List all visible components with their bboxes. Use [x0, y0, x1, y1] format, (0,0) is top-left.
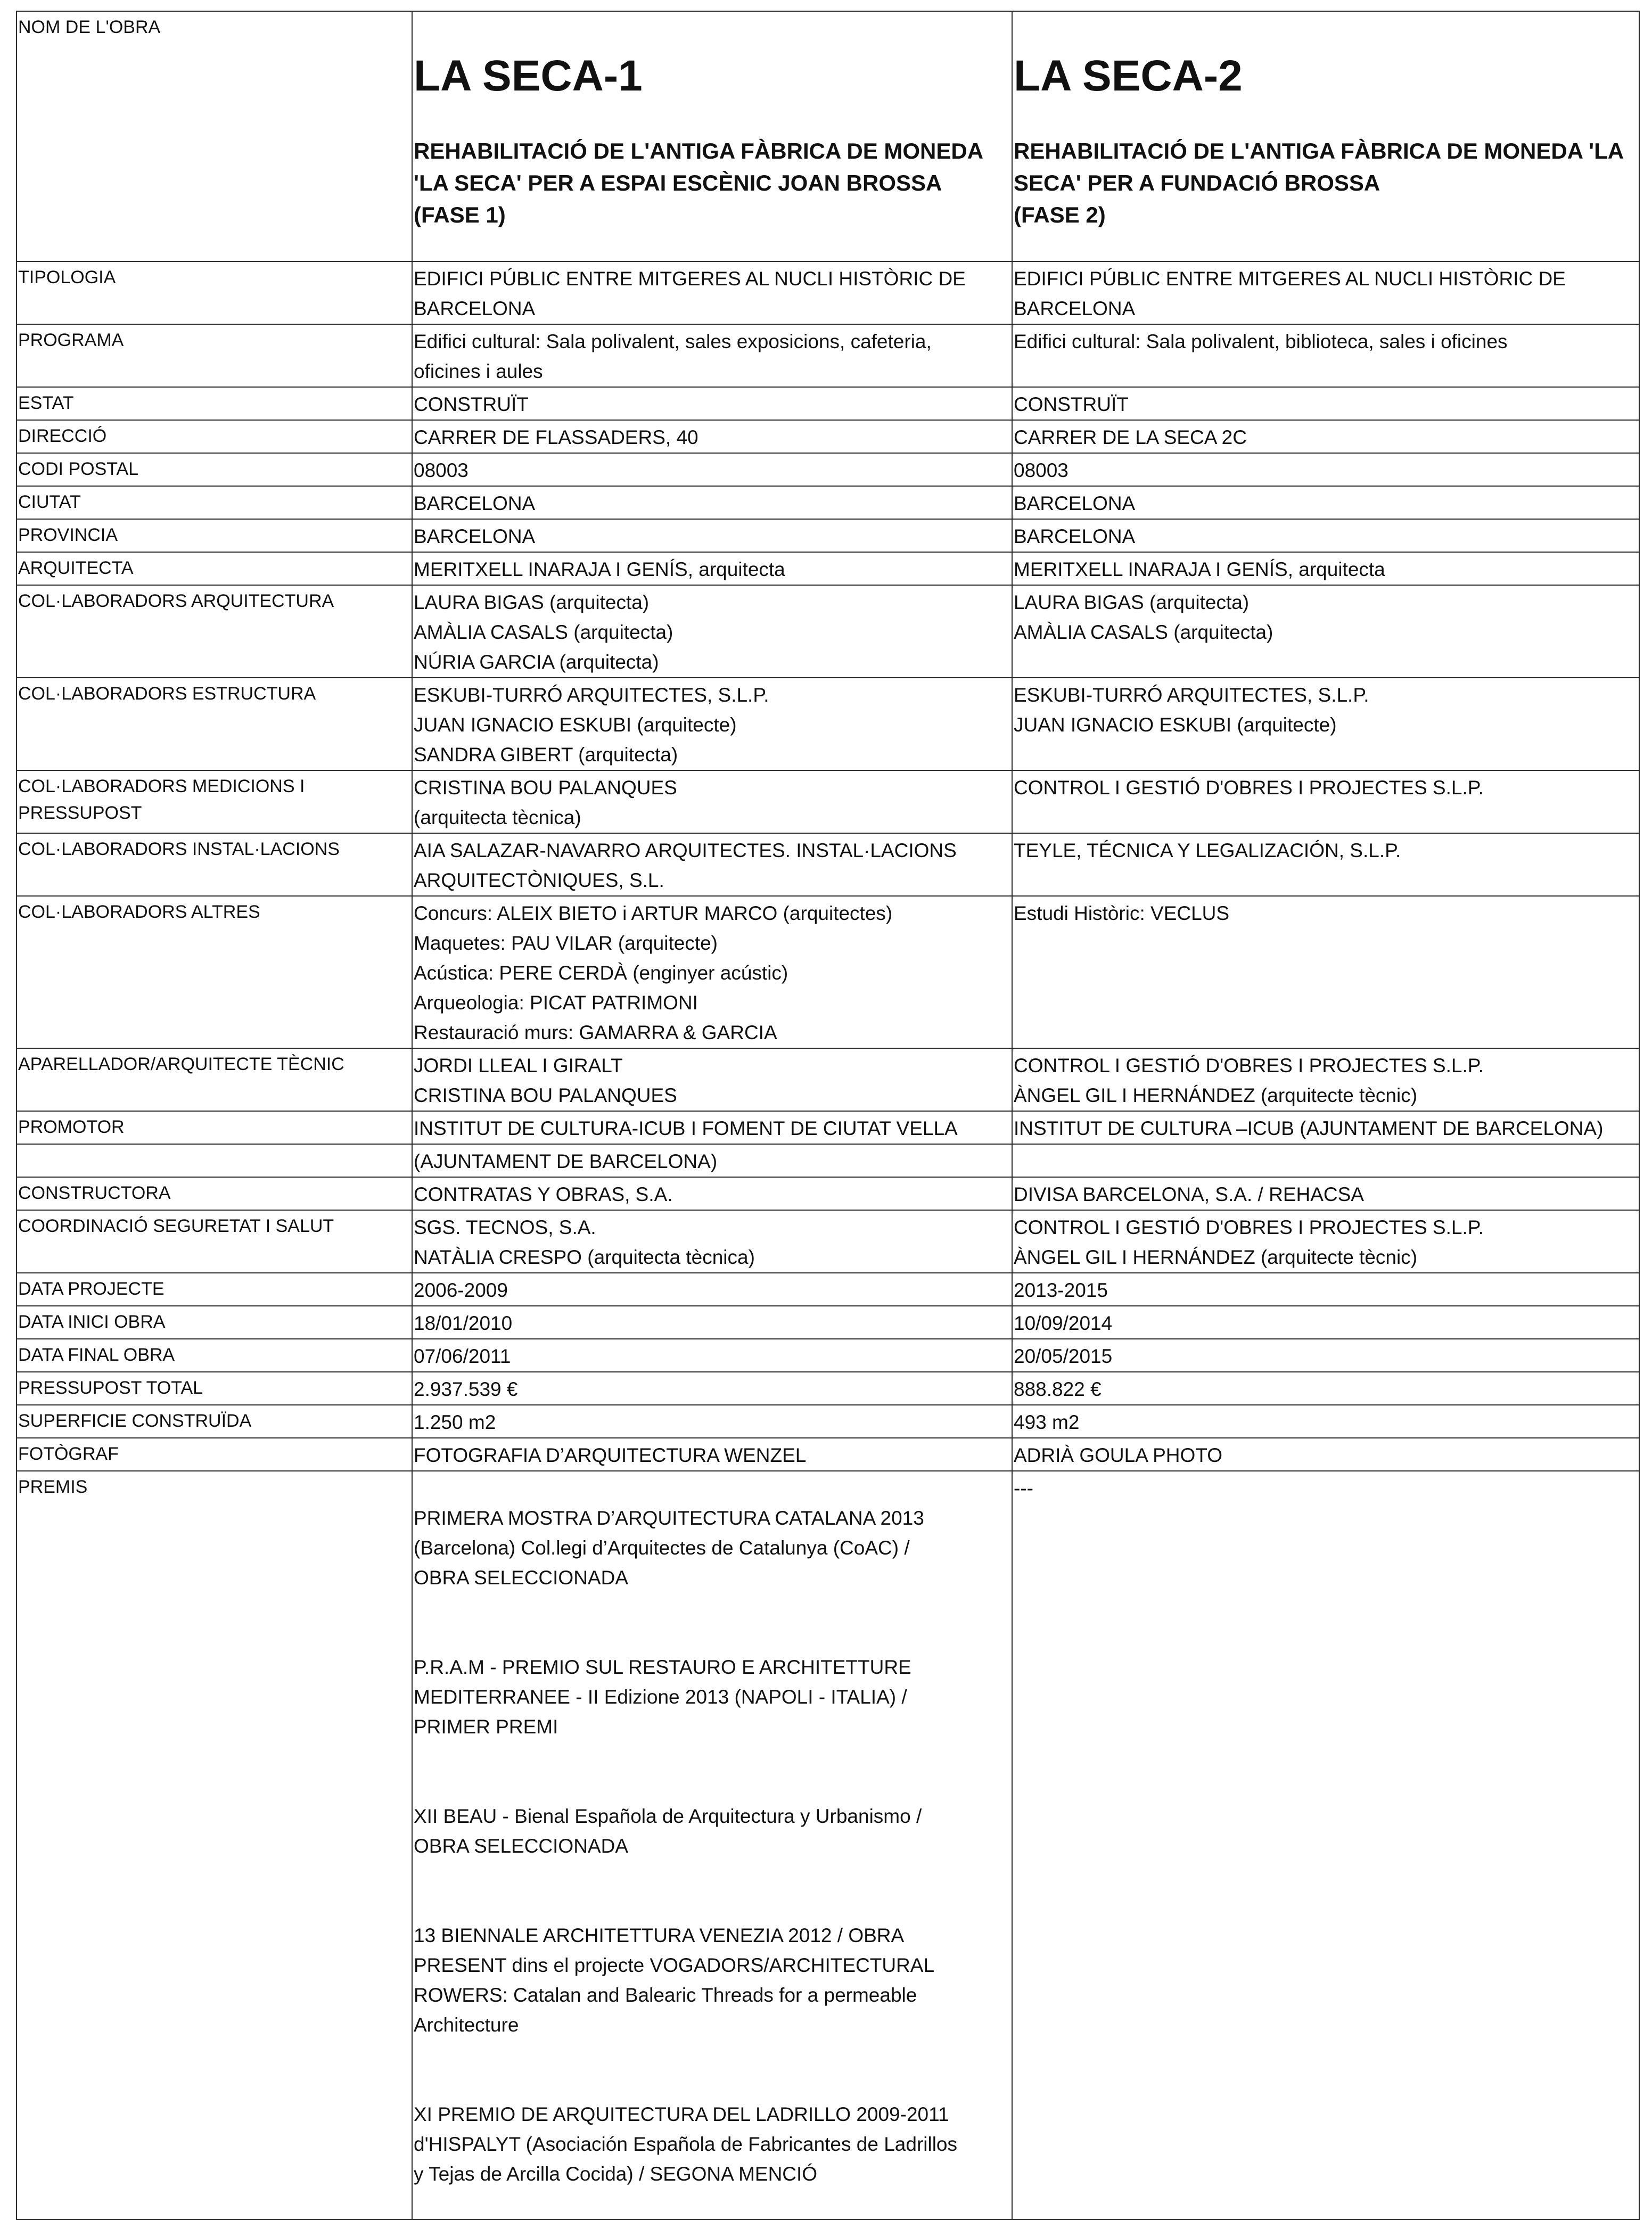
- row-value-col1: BARCELONA: [412, 519, 1012, 552]
- row-label: CODI POSTAL: [17, 453, 412, 486]
- premi-item: XII BEAU - Bienal Española de Arquitectura y Urbanismo / OBRA SELECCIONADA: [414, 1805, 922, 1857]
- row-value-col1: (AJUNTAMENT DE BARCELONA): [412, 1144, 1012, 1177]
- row-value-col2: 493 m2: [1012, 1405, 1639, 1438]
- row-label: PROMOTOR: [17, 1111, 412, 1144]
- table-row: [17, 1144, 1639, 1177]
- table-row: [17, 486, 1639, 519]
- row-value-col1: EDIFICI PÚBLIC ENTRE MITGERES AL NUCLI HISTÒRIC DE BARCELONA: [412, 261, 1012, 324]
- row-label: PRESSUPOST TOTAL: [17, 1372, 412, 1405]
- row-value-col1: 07/06/2011: [412, 1339, 1012, 1372]
- row-value-col2: DIVISA BARCELONA, S.A. / REHACSA: [1012, 1177, 1639, 1210]
- table-row: [17, 1273, 1639, 1306]
- premi-item: 13 BIENNALE ARCHITETTURA VENEZIA 2012 / OBRA PRESENT dins el projecte VOGADORS/ARCHITECTURAL ROWERS: Catalan and Balearic Threads for a permeable Architecture: [414, 1925, 935, 2036]
- table-row: [17, 1177, 1639, 1210]
- row-value-col2: Estudi Històric: VECLUS: [1012, 896, 1639, 1048]
- table-row: [17, 420, 1639, 453]
- row-value-col2: Edifici cultural: Sala polivalent, biblioteca, sales i oficines: [1012, 324, 1639, 387]
- row-label: PROVINCIA: [17, 519, 412, 552]
- table-row: [17, 1048, 1639, 1111]
- premis-col2: ---: [1012, 1471, 1639, 2219]
- table-row: [17, 770, 1639, 833]
- row-value-col1: CONTRATAS Y OBRAS, S.A.: [412, 1177, 1012, 1210]
- row-value-col2: CONTROL I GESTIÓ D'OBRES I PROJECTES S.L.P.: [1012, 770, 1639, 833]
- row-label: COL·LABORADORS INSTAL·LACIONS: [17, 833, 412, 896]
- col1-title: LA SECA-1: [414, 52, 643, 100]
- table-row: [17, 324, 1639, 387]
- row-value-col1: LAURA BIGAS (arquitecta) AMÀLIA CASALS (arquitecta) NÚRIA GARCIA (arquitecta): [412, 585, 1012, 678]
- row-value-col1: FOTOGRAFIA D’ARQUITECTURA WENZEL: [412, 1438, 1012, 1471]
- premi-item: PRIMERA MOSTRA D’ARQUITECTURA CATALANA 2013 (Barcelona) Col.legi d’Arquitectes de Catalunya (CoAC) / OBRA SELECCIONADA: [414, 1507, 924, 1589]
- row-label: DATA INICI OBRA: [17, 1306, 412, 1339]
- row-value-col2: CARRER DE LA SECA 2C: [1012, 420, 1639, 453]
- table-row: [17, 519, 1639, 552]
- header-row: [17, 11, 1639, 261]
- row-label: ESTAT: [17, 387, 412, 420]
- row-value-col1: CONSTRUÏT: [412, 387, 1012, 420]
- row-value-col2: EDIFICI PÚBLIC ENTRE MITGERES AL NUCLI HISTÒRIC DE BARCELONA: [1012, 261, 1639, 324]
- row-value-col1: BARCELONA: [412, 486, 1012, 519]
- row-label: APARELLADOR/ARQUITECTE TÈCNIC: [17, 1048, 412, 1111]
- header-label: NOM DE L'OBRA: [17, 11, 412, 261]
- table-row: [17, 1405, 1639, 1438]
- project-data-table: [16, 11, 1640, 2220]
- row-label: [17, 1144, 412, 1177]
- row-value-col1: AIA SALAZAR-NAVARRO ARQUITECTES. INSTAL·LACIONS ARQUITECTÒNIQUES, S.L.: [412, 833, 1012, 896]
- document-page: [16, 11, 1639, 2220]
- table-row: [17, 833, 1639, 896]
- row-value-col2: MERITXELL INARAJA I GENÍS, arquitecta: [1012, 552, 1639, 585]
- col2-title: LA SECA-2: [1014, 52, 1243, 100]
- row-value-col1: 2006-2009: [412, 1273, 1012, 1306]
- row-value-col2: 2013-2015: [1012, 1273, 1639, 1306]
- table-row-premis: [17, 1471, 1639, 2219]
- premi-item: XI PREMIO DE ARQUITECTURA DEL LADRILLO 2009-2011 d'HISPALYT (Asociación Española de Fabricantes de Ladrillos y Tejas de Arcilla Cocida) / SEGONA MENCIÓ: [414, 2103, 958, 2185]
- premi-item: P.R.A.M - PREMIO SUL RESTAURO E ARCHITETTURE MEDITERRANEE - II Edizione 2013 (NAPOLI - ITALIA) / PRIMER PREMI: [414, 1656, 911, 1738]
- row-value-col2: BARCELONA: [1012, 486, 1639, 519]
- row-label: DATA PROJECTE: [17, 1273, 412, 1306]
- row-value-col1: INSTITUT DE CULTURA-ICUB I FOMENT DE CIUTAT VELLA: [412, 1111, 1012, 1144]
- table-row: [17, 1111, 1639, 1144]
- table-row: [17, 1306, 1639, 1339]
- row-label: ARQUITECTA: [17, 552, 412, 585]
- row-value-col1: Edifici cultural: Sala polivalent, sales exposicions, cafeteria, oficines i aules: [412, 324, 1012, 387]
- row-value-col1: JORDI LLEAL I GIRALT CRISTINA BOU PALANQUES: [412, 1048, 1012, 1111]
- row-value-col2: INSTITUT DE CULTURA –ICUB (AJUNTAMENT DE BARCELONA): [1012, 1111, 1639, 1144]
- table-row: [17, 261, 1639, 324]
- table-row: [17, 453, 1639, 486]
- row-value-col1: SGS. TECNOS, S.A. NATÀLIA CRESPO (arquitecta tècnica): [412, 1210, 1012, 1273]
- table-row: [17, 585, 1639, 678]
- row-label: PREMIS: [17, 1471, 412, 2219]
- row-value-col1: 08003: [412, 453, 1012, 486]
- row-value-col2: BARCELONA: [1012, 519, 1639, 552]
- row-value-col2: 08003: [1012, 453, 1639, 486]
- row-label: COL·LABORADORS MEDICIONS I PRESSUPOST: [17, 770, 412, 833]
- row-value-col2: 20/05/2015: [1012, 1339, 1639, 1372]
- row-value-col2: ADRIÀ GOULA PHOTO: [1012, 1438, 1639, 1471]
- header-col2: [1012, 11, 1639, 261]
- row-value-col2: TEYLE, TÉCNICA Y LEGALIZACIÓN, S.L.P.: [1012, 833, 1639, 896]
- row-value-col1: 18/01/2010: [412, 1306, 1012, 1339]
- table-row: [17, 1438, 1639, 1471]
- table-row: [17, 552, 1639, 585]
- table-row: [17, 1372, 1639, 1405]
- col1-subtitle: REHABILITACIÓ DE L'ANTIGA FÀBRICA DE MONEDA 'LA SECA' PER A ESPAI ESCÈNIC JOAN BROSSA (FASE 1): [414, 138, 984, 227]
- row-value-col1: 2.937.539 €: [412, 1372, 1012, 1405]
- table-row: [17, 678, 1639, 770]
- row-value-col2: CONTROL I GESTIÓ D'OBRES I PROJECTES S.L.P. ÀNGEL GIL I HERNÁNDEZ (arquitecte tècnic): [1012, 1048, 1639, 1111]
- row-label: CIUTAT: [17, 486, 412, 519]
- table-row: [17, 896, 1639, 1048]
- row-label: COL·LABORADORS ARQUITECTURA: [17, 585, 412, 678]
- row-value-col2: ESKUBI-TURRÓ ARQUITECTES, S.L.P. JUAN IGNACIO ESKUBI (arquitecte): [1012, 678, 1639, 770]
- row-label: TIPOLOGIA: [17, 261, 412, 324]
- row-value-col1: CARRER DE FLASSADERS, 40: [412, 420, 1012, 453]
- row-value-col1: Concurs: ALEIX BIETO i ARTUR MARCO (arquitectes) Maquetes: PAU VILAR (arquitecte) Acústica: PERE CERDÀ (enginyer acústic) Arqueologia: PICAT PATRIMONI Restauració murs: GAMARRA & GARCIA: [412, 896, 1012, 1048]
- row-value-col2: CONSTRUÏT: [1012, 387, 1639, 420]
- premis-col1: [412, 1471, 1012, 2219]
- col2-subtitle: REHABILITACIÓ DE L'ANTIGA FÀBRICA DE MONEDA 'LA SECA' PER A FUNDACIÓ BROSSA (FASE 2): [1014, 138, 1624, 227]
- row-label: FOTÒGRAF: [17, 1438, 412, 1471]
- row-label: COL·LABORADORS ALTRES: [17, 896, 412, 1048]
- table-row: [17, 1339, 1639, 1372]
- row-label: SUPERFICIE CONSTRUÏDA: [17, 1405, 412, 1438]
- table-row: [17, 1210, 1639, 1273]
- row-label: COORDINACIÓ SEGURETAT I SALUT: [17, 1210, 412, 1273]
- row-label: DIRECCIÓ: [17, 420, 412, 453]
- row-value-col2: LAURA BIGAS (arquitecta) AMÀLIA CASALS (arquitecta): [1012, 585, 1639, 678]
- table-row: [17, 387, 1639, 420]
- header-col1: [412, 11, 1012, 261]
- row-value-col2: CONTROL I GESTIÓ D'OBRES I PROJECTES S.L.P. ÀNGEL GIL I HERNÁNDEZ (arquitecte tècnic): [1012, 1210, 1639, 1273]
- row-value-col2: [1012, 1144, 1639, 1177]
- row-value-col2: 888.822 €: [1012, 1372, 1639, 1405]
- row-value-col1: ESKUBI-TURRÓ ARQUITECTES, S.L.P. JUAN IGNACIO ESKUBI (arquitecte) SANDRA GIBERT (arquitecta): [412, 678, 1012, 770]
- row-value-col1: 1.250 m2: [412, 1405, 1012, 1438]
- row-label: CONSTRUCTORA: [17, 1177, 412, 1210]
- row-label: PROGRAMA: [17, 324, 412, 387]
- row-value-col2: 10/09/2014: [1012, 1306, 1639, 1339]
- row-label: COL·LABORADORS ESTRUCTURA: [17, 678, 412, 770]
- row-value-col1: MERITXELL INARAJA I GENÍS, arquitecta: [412, 552, 1012, 585]
- row-label: DATA FINAL OBRA: [17, 1339, 412, 1372]
- row-value-col1: CRISTINA BOU PALANQUES (arquitecta tècnica): [412, 770, 1012, 833]
